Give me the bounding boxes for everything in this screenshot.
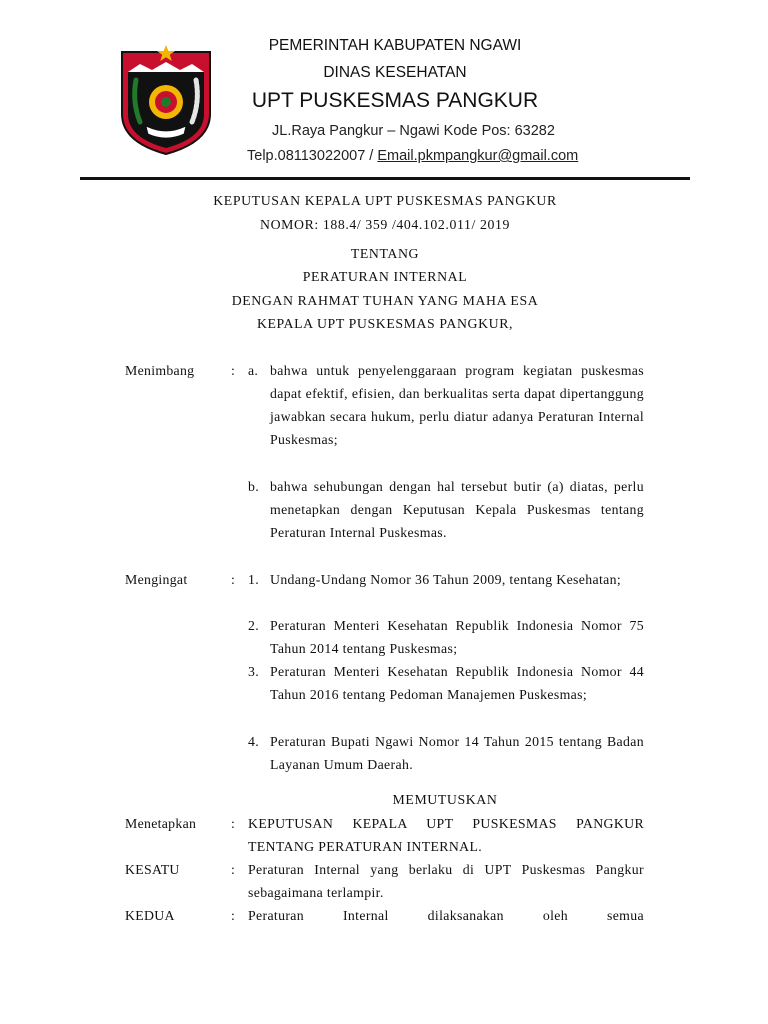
kesatu-label: KESATU bbox=[125, 862, 180, 877]
kesatu-text: Peraturan Internal yang berlaku di UPT Puskesmas Pangkur sebagaimana terlampir. bbox=[248, 862, 644, 900]
decree-invocation: DENGAN RAHMAT TUHAN YANG MAHA ESA bbox=[231, 293, 539, 308]
letterhead-contact bbox=[247, 148, 578, 164]
menimbang-marker-b: b. bbox=[248, 479, 259, 494]
mengingat-item-4: Peraturan Bupati Ngawi Nomor 14 Tahun 2015 tentang Badan Layanan Umum Daerah. bbox=[270, 734, 644, 772]
letterhead-email-link[interactable]: Email.pkmpangkur@gmail.com bbox=[377, 148, 579, 164]
letterhead-department: DINAS KESEHATAN bbox=[323, 64, 467, 81]
decree-number: NOMOR: 188.4/ 359 /404.102.011/ 2019 bbox=[260, 217, 510, 232]
menimbang-colon: : bbox=[231, 363, 235, 378]
mengingat-marker-2: 2. bbox=[248, 618, 259, 633]
decree-title: KEPUTUSAN KEPALA UPT PUSKESMAS PANGKUR bbox=[213, 193, 557, 208]
menetapkan-colon: : bbox=[231, 816, 235, 831]
kesatu-colon: : bbox=[231, 862, 235, 877]
letterhead-divider bbox=[80, 177, 690, 180]
mengingat-item-1: Undang-Undang Nomor 36 Tahun 2009, tentang Kesehatan; bbox=[270, 572, 622, 587]
kedua-label: KEDUA bbox=[125, 908, 175, 923]
letterhead-address: JL.Raya Pangkur – Ngawi Kode Pos: 63282 bbox=[272, 123, 555, 139]
memutuskan-heading: MEMUTUSKAN bbox=[392, 792, 498, 807]
menimbang-item-a: bahwa untuk penyelenggaraan program kegiatan puskesmas dapat efektif, efisien, dan berkualitas serta dapat dipertanggung jawabkan secara hukum, perlu diatur adanya Peraturan Internal Puskesmas; bbox=[270, 363, 644, 447]
mengingat-marker-4: 4. bbox=[248, 734, 259, 749]
mengingat-label: Mengingat bbox=[125, 572, 188, 587]
mengingat-marker-3: 3. bbox=[248, 664, 259, 679]
letterhead-institution: UPT PUSKESMAS PANGKUR bbox=[251, 89, 539, 112]
kedua-text: Peraturan Internal dilaksanakan oleh semua bbox=[248, 908, 644, 923]
menetapkan-label: Menetapkan bbox=[125, 816, 197, 831]
mengingat-item-2: Peraturan Menteri Kesehatan Republik Indonesia Nomor 75 Tahun 2014 tentang Puskesmas; bbox=[270, 618, 644, 656]
mengingat-colon: : bbox=[231, 572, 235, 587]
letterhead-government: PEMERINTAH KABUPATEN NGAWI bbox=[268, 37, 522, 54]
menimbang-marker-a: a. bbox=[248, 363, 259, 378]
menetapkan-text: KEPUTUSAN KEPALA UPT PUSKESMAS PANGKUR TENTANG PERATURAN INTERNAL. bbox=[248, 816, 644, 854]
menimbang-item-b: bahwa sehubungan dengan hal tersebut butir (a) diatas, perlu menetapkan dengan Keputusan Kepala Puskesmas tentang Peraturan Internal Puskesmas. bbox=[270, 479, 644, 540]
letterhead-phone: Telp.08113022007 / bbox=[247, 148, 378, 164]
decree-issuer: KEPALA UPT PUSKESMAS PANGKUR, bbox=[256, 316, 514, 331]
menimbang-label: Menimbang bbox=[125, 363, 195, 378]
mengingat-marker-1: 1. bbox=[248, 572, 259, 587]
decree-tentang: TENTANG bbox=[350, 246, 420, 261]
mengingat-item-3: Peraturan Menteri Kesehatan Republik Indonesia Nomor 44 Tahun 2016 tentang Pedoman Manajemen Puskesmas; bbox=[270, 664, 644, 702]
decree-subject: PERATURAN INTERNAL bbox=[302, 269, 468, 284]
kedua-colon: : bbox=[231, 908, 235, 923]
ngawi-emblem-logo bbox=[118, 44, 214, 156]
